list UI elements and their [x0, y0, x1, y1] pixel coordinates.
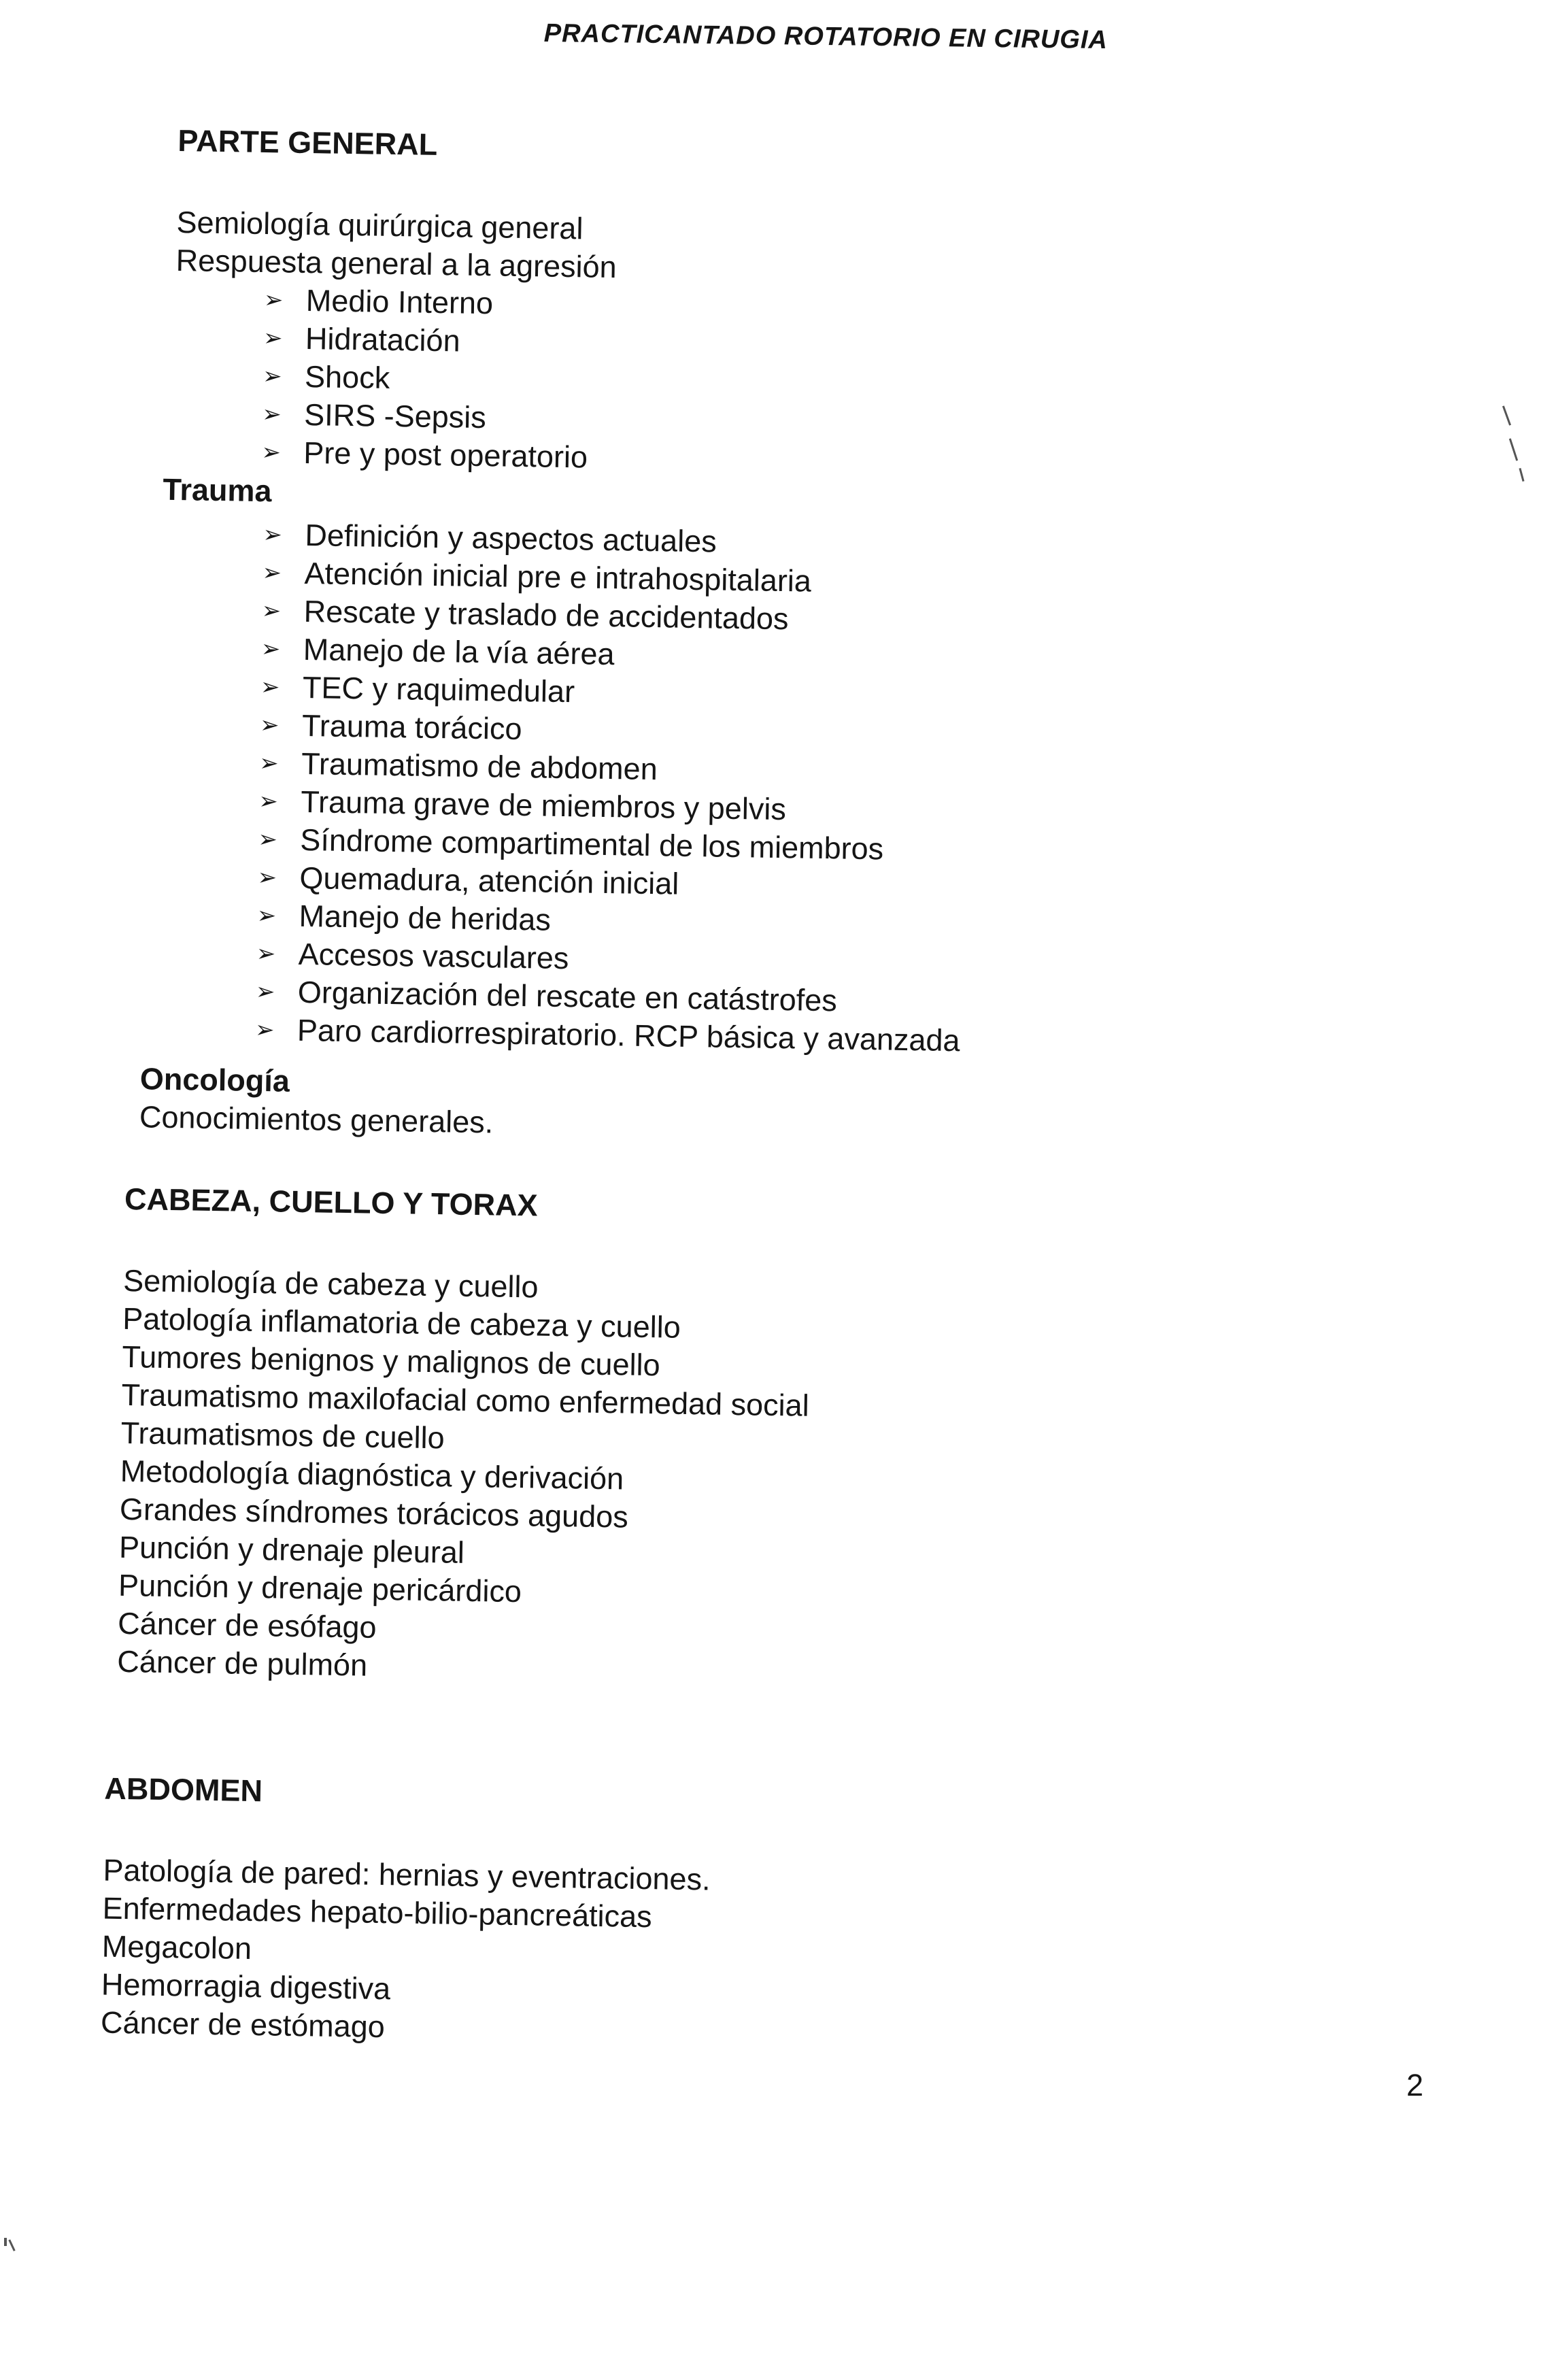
list-item-text: Definición y aspectos actuales: [305, 518, 717, 559]
running-header: PRACTICANTADO ROTATORIO EN CIRUGIA: [543, 19, 1109, 55]
scan-speck: [1519, 468, 1524, 482]
topic-line: Traumatismo maxilofacial como enfermedad social: [121, 1377, 810, 1423]
topic-line: Patología inflamatoria de cabeza y cuello: [122, 1301, 681, 1345]
arrowhead-bullet-icon: ➢: [257, 863, 277, 892]
arrowhead-bullet-icon: ➢: [261, 400, 282, 429]
list-item-text: Medio Interno: [305, 282, 494, 321]
arrowhead-bullet-icon: ➢: [256, 939, 276, 968]
section-title-cabeza: CABEZA, CUELLO Y TORAX: [124, 1181, 539, 1223]
arrowhead-bullet-icon: ➢: [260, 673, 280, 701]
topic-line: Cáncer de esófago: [117, 1605, 377, 1645]
arrowhead-bullet-icon: ➢: [262, 362, 282, 390]
arrowhead-bullet-icon: ➢: [260, 635, 281, 663]
list-item-text: Hidratación: [305, 320, 461, 358]
list-item-text: Síndrome compartimental de los miembros: [300, 822, 884, 867]
list-item-text: Accesos vasculares: [298, 936, 569, 976]
section-abdomen: [101, 1769, 1376, 2062]
subsection-title-trauma: Trauma: [163, 471, 272, 509]
list-item-text: Trauma grave de miembros y pelvis: [300, 784, 787, 827]
list-item-text: Traumatismo de abdomen: [301, 745, 658, 787]
topic-line: Conocimientos generales.: [139, 1099, 494, 1140]
list-item-text: Atención inicial pre e intrahospitalaria: [304, 556, 812, 599]
arrowhead-bullet-icon: ➢: [263, 324, 283, 352]
topic-line: Cáncer de pulmón: [117, 1643, 368, 1683]
scan-speck: [1502, 405, 1511, 425]
bullet-list-respuesta: [173, 280, 1400, 489]
section-parte-general: [139, 121, 1402, 1156]
topic-line: Tumores benignos y malignos de cuello: [122, 1339, 661, 1383]
section-cabeza-cuello-torax: [117, 1179, 1385, 1700]
section-title-abdomen: ABDOMEN: [104, 1771, 263, 1809]
arrowhead-bullet-icon: ➢: [256, 901, 277, 930]
list-item-text: Organización del rescate en catástrofes: [297, 974, 838, 1018]
list-item-text: Manejo de la vía aérea: [303, 631, 615, 672]
list-item-text: SIRS -Sepsis: [303, 397, 487, 435]
arrowhead-bullet-icon: ➢: [263, 286, 284, 314]
list-item-text: Pre y post operatorio: [303, 435, 588, 475]
list-item-text: Trauma torácico: [301, 707, 522, 747]
topic-line: Traumatismos de cuello: [120, 1415, 445, 1456]
topic-line: Punción y drenaje pericárdico: [118, 1567, 522, 1609]
list-item-text: Shock: [304, 358, 390, 395]
page-number: 2: [1406, 2068, 1424, 2102]
topic-line: Punción y drenaje pleural: [118, 1529, 465, 1570]
list-item-text: Rescate y traslado de accidentados: [303, 593, 789, 637]
scan-speck: [1509, 438, 1518, 460]
arrowhead-bullet-icon: ➢: [258, 787, 279, 816]
topic-line: Enfermedades hepato-bilio-pancreáticas: [102, 1890, 653, 1934]
arrowhead-bullet-icon: ➢: [263, 521, 283, 549]
list-item-text: TEC y raquimedular: [302, 669, 575, 709]
arrowhead-bullet-icon: ➢: [255, 977, 275, 1006]
arrowhead-bullet-icon: ➢: [254, 1016, 275, 1044]
arrowhead-bullet-icon: ➢: [258, 749, 279, 777]
list-item-text: Quemadura, atención inicial: [299, 860, 679, 901]
list-item-text: Paro cardiorrespiratorio. RCP básica y avanzada: [297, 1012, 960, 1058]
topic-line: Semiología quirúrgica general: [176, 204, 584, 246]
topic-line: Metodología diagnóstica y derivación: [120, 1453, 624, 1496]
topic-line: Hemorragia digestiva: [101, 1966, 391, 2007]
topic-line: Semiología de cabeza y cuello: [122, 1262, 539, 1305]
scan-speck: [4, 2238, 7, 2246]
scan-speck: [8, 2239, 15, 2251]
topic-line: Respuesta general a la agresión: [175, 242, 618, 285]
bullet-list-trauma: [154, 514, 1396, 1067]
arrowhead-bullet-icon: ➢: [259, 711, 280, 739]
arrowhead-bullet-icon: ➢: [261, 438, 282, 467]
arrowhead-bullet-icon: ➢: [262, 559, 282, 587]
topic-line: Grandes síndromes torácicos agudos: [119, 1491, 629, 1535]
subsection-title-oncologia: Oncología: [139, 1061, 290, 1099]
arrowhead-bullet-icon: ➢: [261, 597, 282, 625]
arrowhead-bullet-icon: ➢: [258, 825, 278, 854]
topic-line: Megacolon: [101, 1928, 252, 1966]
section-title-parte-general: PARTE GENERAL: [177, 122, 438, 162]
syllabus-content: [100, 121, 1402, 2062]
list-item-text: Manejo de heridas: [299, 898, 552, 937]
topic-line: Patología de pared: hernias y eventraciones.: [103, 1852, 711, 1897]
subsection-trauma: [154, 470, 1397, 1067]
topic-line: Cáncer de estómago: [100, 2005, 386, 2045]
